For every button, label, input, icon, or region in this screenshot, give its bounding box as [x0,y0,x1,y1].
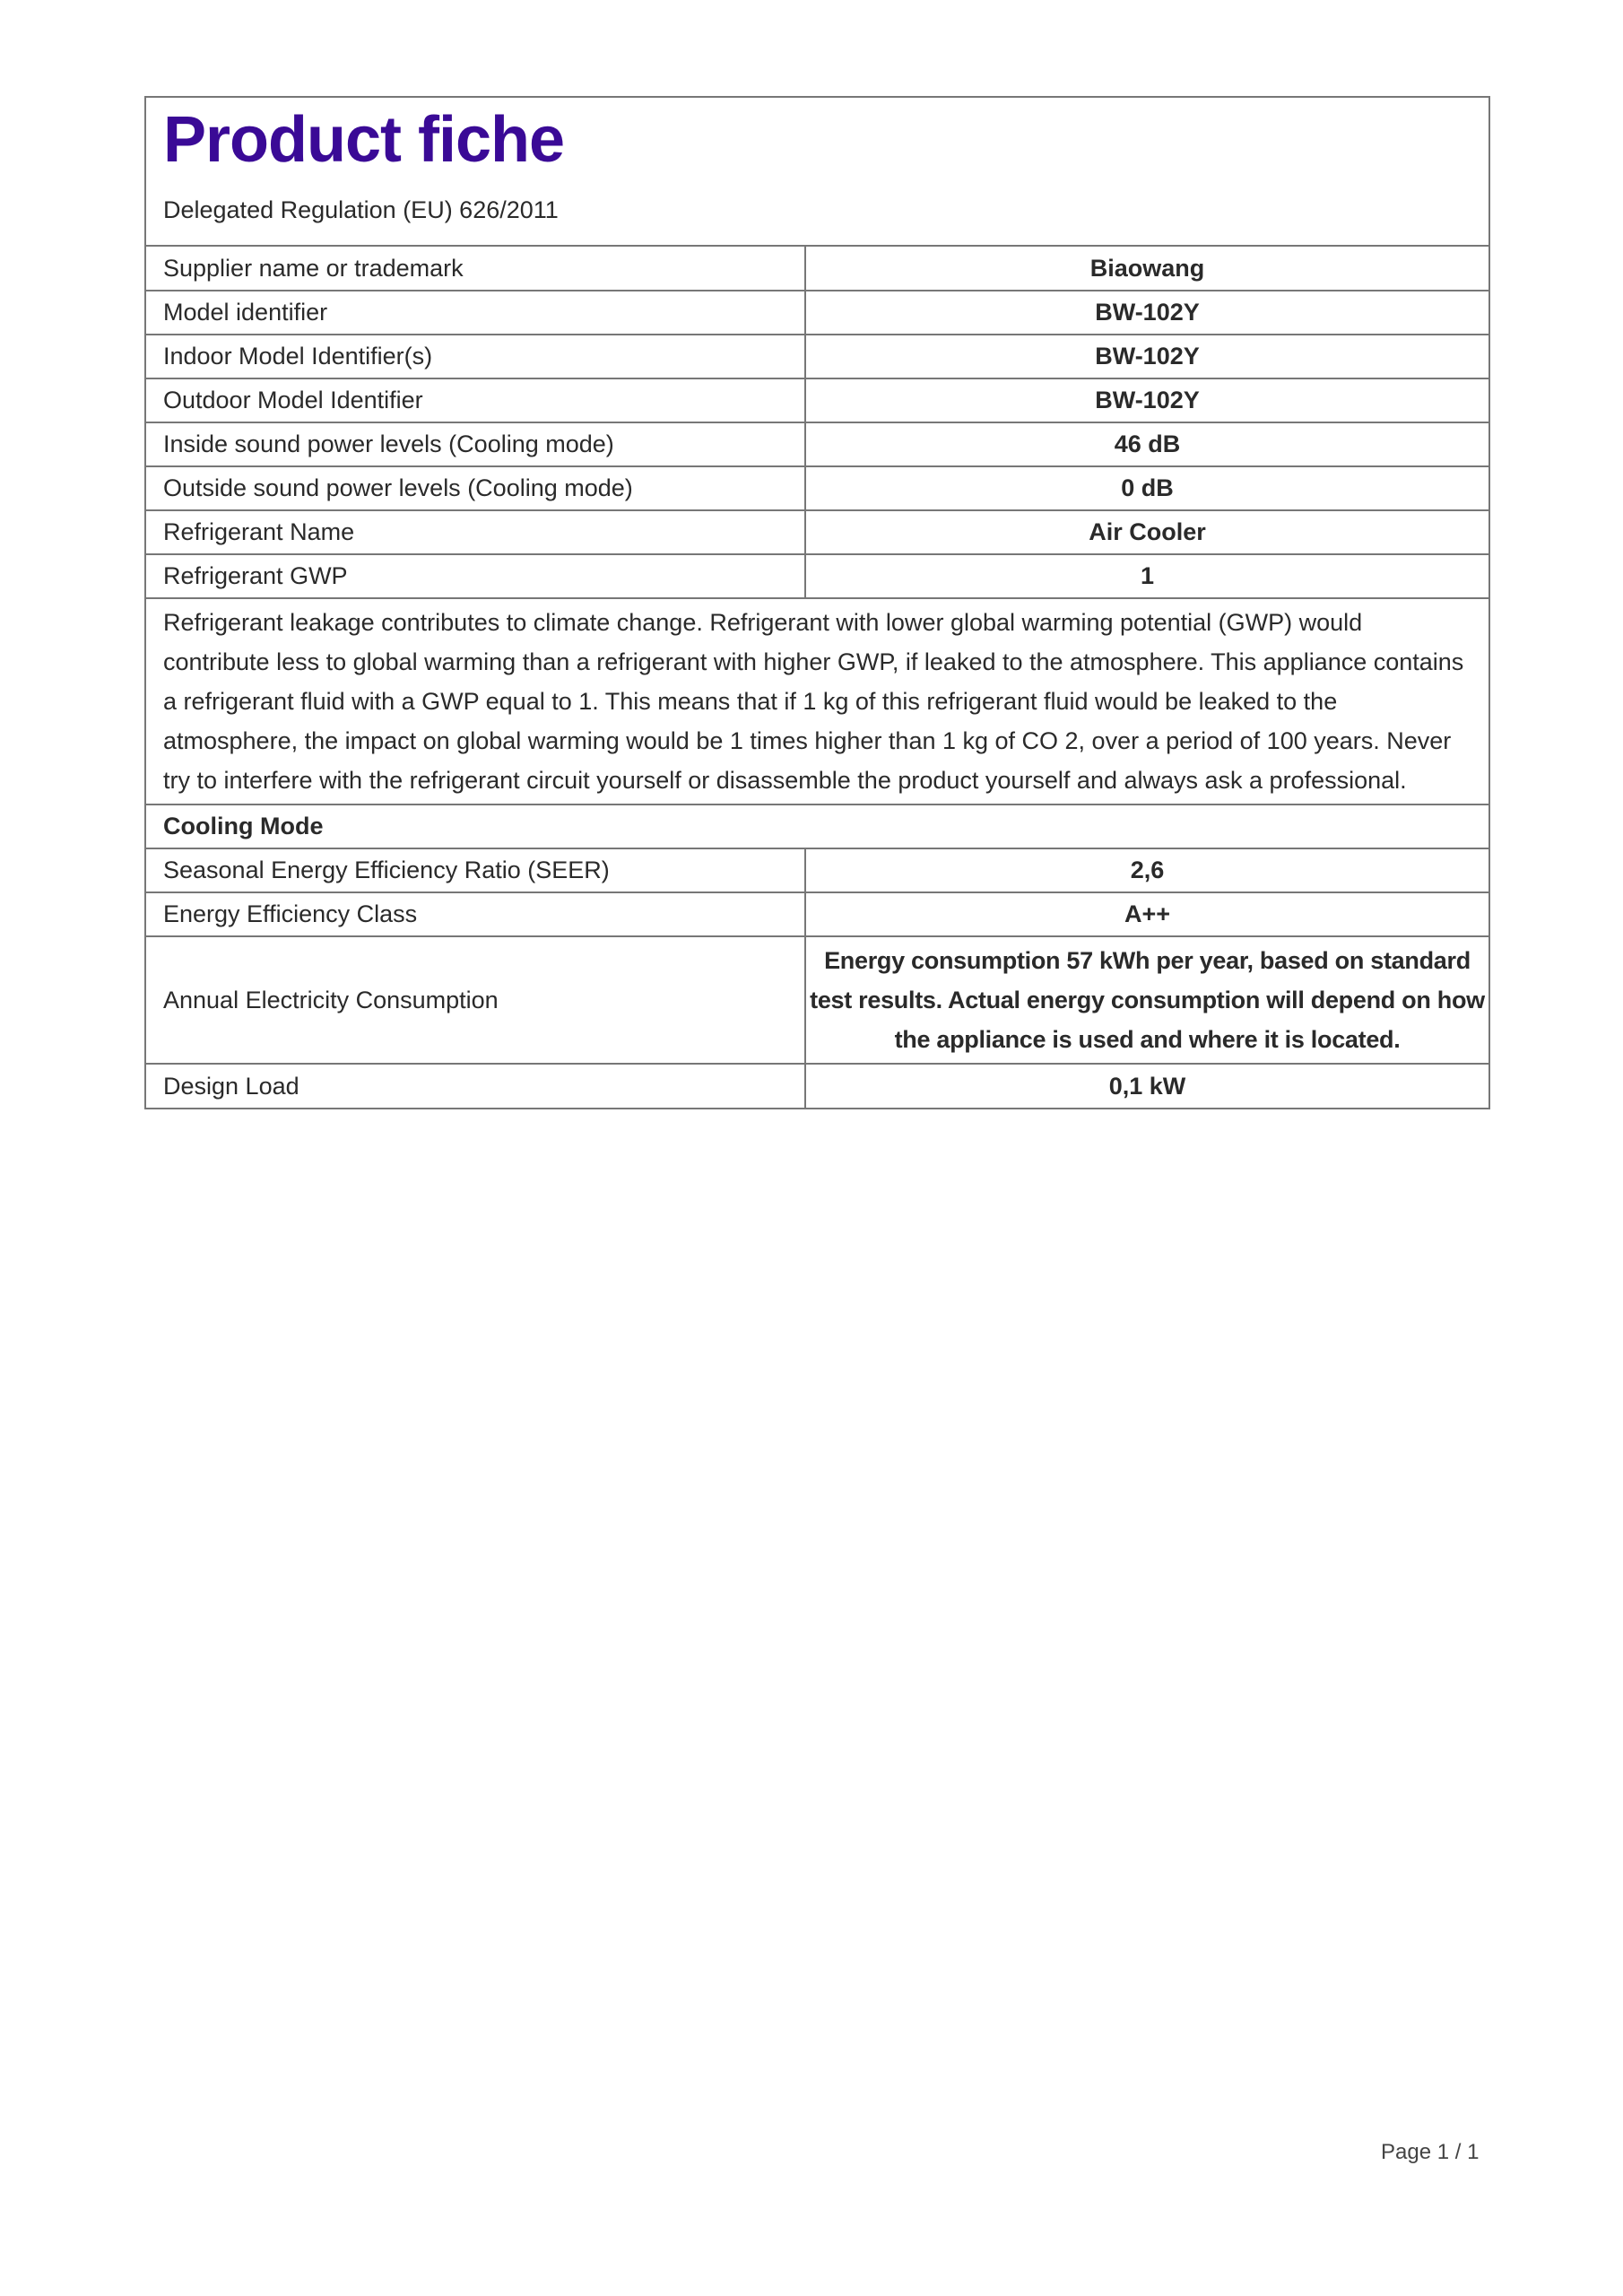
row-label-annual-consumption: Annual Electricity Consumption [146,936,805,1064]
cooling-mode-heading: Cooling Mode [146,804,1488,848]
row-label-indoor-model: Indoor Model Identifier(s) [146,335,805,378]
row-label-model: Model identifier [146,291,805,335]
row-value-supplier: Biaowang [1089,254,1205,282]
row-value-refrigerant-gwp: 1 [805,554,1488,598]
row-label-refrigerant-name: Refrigerant Name [146,510,805,554]
row-label-design-load: Design Load [146,1064,805,1108]
page-number: Page 1 / 1 [1381,2140,1480,2164]
row-label-seer: Seasonal Energy Efficiency Ratio (SEER) [146,848,805,892]
row-value-inside-sound: 46 dB [805,422,1488,466]
table-row [146,466,1488,510]
row-value-outside-sound: 0 dB [805,466,1488,510]
row-value-annual-consumption: Energy consumption 57 kWh per year, based on standard test results. Actual energy consumption will depend on how the appliance is used and where it is located. [805,936,1488,1064]
row-value-refrigerant-name: Air Cooler [805,510,1488,554]
regulation-reference: Delegated Regulation (EU) 626/2011 [163,196,559,223]
table-row [146,422,1488,466]
row-label-supplier: Supplier name or trademark [146,247,805,291]
table-row [146,291,1488,335]
row-value-efficiency-class: A++ [805,892,1488,936]
row-label-efficiency-class: Energy Efficiency Class [146,892,805,936]
table-row [146,598,1488,804]
product-fiche-sheet [144,96,1490,1109]
table-row [146,1064,1488,1108]
refrigerant-note: Refrigerant leakage contributes to climate change. Refrigerant with lower global warming potential (GWP) would contribute less to global warming than a refrigerant with higher GWP, if leaked to the atmosphere. This appliance contains a refrigerant fluid with a GWP equal to 1. This means that if 1 kg of this refrigerant fluid would be leaked to the atmosphere, the impact on global warming would be 1 times higher than 1 kg of CO 2, over a period of 100 years. Never try to interfere with the refrigerant circuit yourself or disassemble the product yourself and always ask a professional. [146,598,1488,804]
row-label-inside-sound: Inside sound power levels (Cooling mode) [146,422,805,466]
table-row [146,804,1488,848]
table-row [146,554,1488,598]
row-value-seer: 2,6 [805,848,1488,892]
row-value-design-load: 0,1 kW [805,1064,1488,1108]
table-row [146,247,1488,291]
table-row [146,848,1488,892]
row-label-outdoor-model: Outdoor Model Identifier [146,378,805,422]
row-value-indoor-model: BW-102Y [805,335,1488,378]
table-row [146,378,1488,422]
table-row [146,892,1488,936]
row-label-refrigerant-gwp: Refrigerant GWP [146,554,805,598]
page-title: Product fiche [163,104,565,176]
fiche-table [146,247,1488,1108]
row-label-outside-sound: Outside sound power levels (Cooling mode) [146,466,805,510]
row-value-model: BW-102Y [805,291,1488,335]
row-value-outdoor-model: BW-102Y [805,378,1488,422]
table-row [146,335,1488,378]
table-row [146,936,1488,1064]
fiche-header [146,98,1488,247]
table-row [146,510,1488,554]
